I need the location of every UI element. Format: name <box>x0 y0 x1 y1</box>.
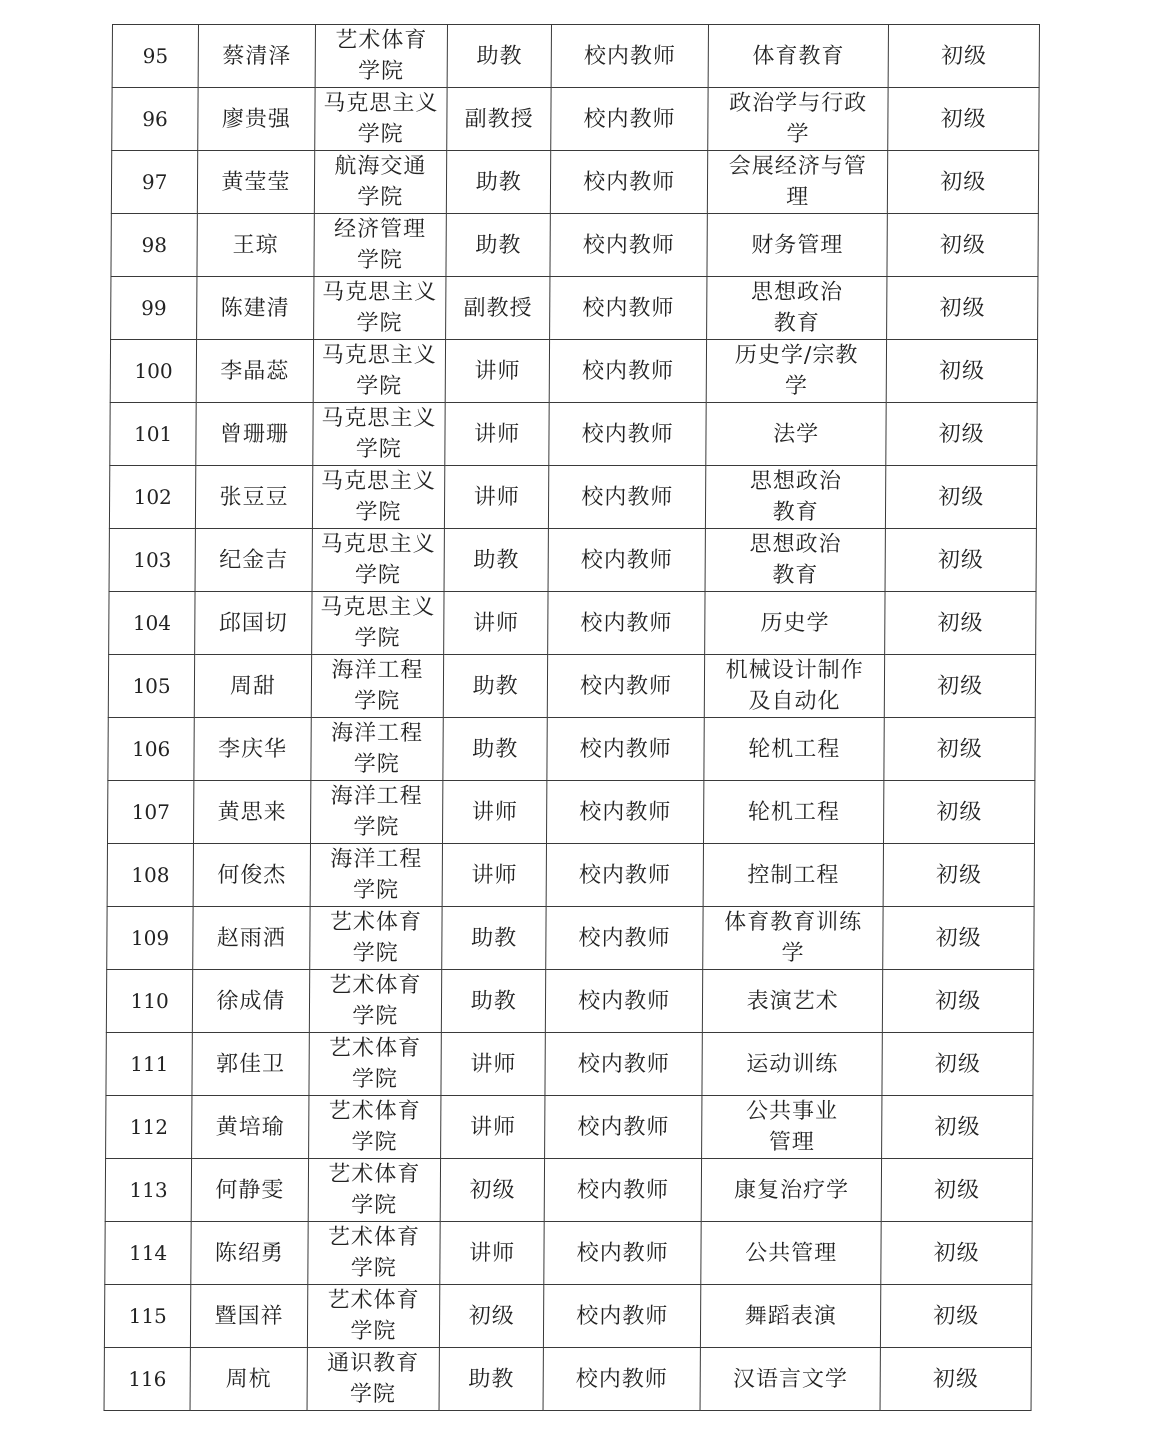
cell-type: 校内教师 <box>544 1285 701 1348</box>
cell-number: 95 <box>112 25 199 88</box>
cell-number: 98 <box>111 214 198 277</box>
cell-level: 初级 <box>881 1285 1032 1348</box>
cell-college: 海洋工程 学院 <box>311 718 444 781</box>
cell-type: 校内教师 <box>546 970 703 1033</box>
cell-number: 96 <box>112 88 199 151</box>
cell-college: 海洋工程 学院 <box>310 781 443 844</box>
cell-major: 公共管理 <box>701 1222 882 1285</box>
cell-type: 校内教师 <box>545 1159 702 1222</box>
table-row <box>111 214 1038 277</box>
cell-type: 校内教师 <box>551 88 708 151</box>
teacher-roster-table <box>104 24 1040 1411</box>
table-row <box>112 25 1039 88</box>
cell-level: 初级 <box>882 1159 1033 1222</box>
cell-number: 97 <box>111 151 198 214</box>
cell-name: 李晶蕊 <box>196 340 313 403</box>
cell-level: 初级 <box>887 277 1038 340</box>
cell-level: 初级 <box>884 718 1035 781</box>
cell-type: 校内教师 <box>543 1348 700 1411</box>
table-row <box>106 1096 1033 1159</box>
cell-type: 校内教师 <box>547 718 704 781</box>
cell-college: 马克思主义学院 <box>313 340 446 403</box>
cell-name: 周杭 <box>190 1348 307 1411</box>
table-row <box>110 403 1037 466</box>
table-row <box>110 340 1037 403</box>
cell-name: 曾珊珊 <box>196 403 313 466</box>
cell-college: 马克思主义学院 <box>311 592 444 655</box>
table-row <box>106 1033 1033 1096</box>
cell-college: 马克思主义学院 <box>312 529 445 592</box>
cell-title: 助教 <box>443 718 548 781</box>
table-body <box>104 25 1039 1411</box>
cell-level: 初级 <box>882 1096 1033 1159</box>
cell-title: 讲师 <box>445 340 550 403</box>
cell-level: 初级 <box>883 970 1034 1033</box>
cell-major: 康复治疗学 <box>701 1159 882 1222</box>
cell-college: 艺术体育 学院 <box>308 1096 441 1159</box>
table-row <box>109 529 1036 592</box>
cell-name: 郭佳卫 <box>192 1033 309 1096</box>
cell-major: 历史学/宗教 学 <box>706 340 887 403</box>
table-row <box>107 907 1034 970</box>
cell-number: 106 <box>108 718 195 781</box>
cell-title: 助教 <box>447 25 552 88</box>
cell-major: 思想政治 教育 <box>705 529 886 592</box>
cell-type: 校内教师 <box>548 655 705 718</box>
cell-college: 马克思主义学院 <box>313 277 446 340</box>
cell-number: 111 <box>106 1033 193 1096</box>
cell-major: 轮机工程 <box>703 781 884 844</box>
cell-major: 运动训练 <box>702 1033 883 1096</box>
cell-type: 校内教师 <box>546 844 703 907</box>
cell-major: 会展经济与管 理 <box>707 151 888 214</box>
cell-major: 轮机工程 <box>704 718 885 781</box>
cell-title: 讲师 <box>441 1096 546 1159</box>
table-row <box>108 718 1035 781</box>
cell-name: 黄培瑜 <box>192 1096 309 1159</box>
cell-major: 思想政治 教育 <box>706 277 887 340</box>
cell-major: 历史学 <box>705 592 886 655</box>
cell-type: 校内教师 <box>550 277 707 340</box>
table-row <box>105 1222 1032 1285</box>
cell-number: 113 <box>105 1159 192 1222</box>
cell-number: 110 <box>106 970 193 1033</box>
cell-college: 海洋工程 学院 <box>310 844 443 907</box>
cell-type: 校内教师 <box>550 340 707 403</box>
cell-level: 初级 <box>886 466 1037 529</box>
cell-major: 舞蹈表演 <box>700 1285 881 1348</box>
cell-title: 助教 <box>442 907 547 970</box>
cell-college: 艺术体育 学院 <box>309 1033 442 1096</box>
cell-major: 财务管理 <box>707 214 888 277</box>
cell-number: 112 <box>106 1096 193 1159</box>
cell-type: 校内教师 <box>551 151 708 214</box>
cell-title: 讲师 <box>444 592 549 655</box>
cell-number: 102 <box>109 466 196 529</box>
cell-major: 体育教育训练 学 <box>703 907 884 970</box>
cell-name: 何静雯 <box>191 1159 308 1222</box>
cell-type: 校内教师 <box>547 781 704 844</box>
cell-title: 初级 <box>440 1159 545 1222</box>
cell-name: 何俊杰 <box>193 844 310 907</box>
cell-major: 体育教育 <box>708 25 889 88</box>
cell-name: 纪金吉 <box>195 529 312 592</box>
cell-level: 初级 <box>887 214 1038 277</box>
cell-number: 103 <box>109 529 196 592</box>
cell-college: 艺术体育 学院 <box>309 970 442 1033</box>
cell-number: 115 <box>104 1285 191 1348</box>
cell-type: 校内教师 <box>550 214 707 277</box>
cell-name: 廖贵强 <box>198 88 315 151</box>
table-row <box>104 1285 1031 1348</box>
cell-number: 107 <box>107 781 194 844</box>
cell-title: 讲师 <box>444 466 549 529</box>
cell-type: 校内教师 <box>548 592 705 655</box>
cell-college: 马克思主义学院 <box>312 466 445 529</box>
cell-number: 108 <box>107 844 194 907</box>
cell-college: 艺术体育 学院 <box>309 907 442 970</box>
table-row <box>108 655 1035 718</box>
cell-college: 艺术体育 学院 <box>307 1222 440 1285</box>
cell-title: 讲师 <box>445 403 550 466</box>
cell-level: 初级 <box>885 592 1036 655</box>
cell-major: 政治学与行政 学 <box>708 88 889 151</box>
document-page <box>103 24 1040 1422</box>
cell-name: 王琼 <box>197 214 314 277</box>
cell-title: 讲师 <box>442 844 547 907</box>
table-row <box>111 151 1038 214</box>
cell-title: 助教 <box>443 655 548 718</box>
cell-level: 初级 <box>882 1033 1033 1096</box>
table-row <box>105 1159 1032 1222</box>
cell-level: 初级 <box>886 403 1037 466</box>
cell-number: 100 <box>110 340 197 403</box>
table-row <box>104 1348 1031 1411</box>
cell-major: 表演艺术 <box>702 970 883 1033</box>
cell-title: 助教 <box>444 529 549 592</box>
cell-college: 艺术体育 学院 <box>307 1285 440 1348</box>
cell-name: 李庆华 <box>194 718 311 781</box>
cell-college: 通识教育 学院 <box>307 1348 440 1411</box>
cell-number: 101 <box>110 403 197 466</box>
cell-type: 校内教师 <box>548 529 705 592</box>
cell-number: 116 <box>104 1348 191 1411</box>
cell-number: 104 <box>109 592 196 655</box>
cell-level: 初级 <box>884 781 1035 844</box>
cell-college: 马克思主义学院 <box>312 403 445 466</box>
table-row <box>109 466 1036 529</box>
cell-major: 法学 <box>706 403 887 466</box>
cell-name: 暨国祥 <box>191 1285 308 1348</box>
cell-major: 公共事业 管理 <box>701 1096 882 1159</box>
table-row <box>111 277 1038 340</box>
table-row <box>109 592 1036 655</box>
cell-name: 黄莹莹 <box>198 151 315 214</box>
cell-level: 初级 <box>884 844 1035 907</box>
cell-number: 109 <box>107 907 194 970</box>
cell-title: 讲师 <box>441 1033 546 1096</box>
cell-college: 航海交通 学院 <box>314 151 447 214</box>
cell-major: 思想政治 教育 <box>705 466 886 529</box>
cell-name: 张豆豆 <box>196 466 313 529</box>
cell-type: 校内教师 <box>545 1033 702 1096</box>
cell-college: 艺术体育 学院 <box>315 25 448 88</box>
cell-level: 初级 <box>880 1348 1031 1411</box>
table-row <box>107 844 1034 907</box>
cell-level: 初级 <box>888 151 1039 214</box>
cell-title: 初级 <box>439 1285 544 1348</box>
cell-type: 校内教师 <box>546 907 703 970</box>
cell-college: 海洋工程 学院 <box>311 655 444 718</box>
table-row <box>107 781 1034 844</box>
cell-type: 校内教师 <box>545 1096 702 1159</box>
cell-name: 徐成倩 <box>193 970 310 1033</box>
cell-name: 周甜 <box>195 655 312 718</box>
table-row <box>112 88 1039 151</box>
cell-level: 初级 <box>887 340 1038 403</box>
cell-level: 初级 <box>881 1222 1032 1285</box>
cell-type: 校内教师 <box>549 466 706 529</box>
cell-type: 校内教师 <box>544 1222 701 1285</box>
cell-level: 初级 <box>889 25 1040 88</box>
cell-title: 助教 <box>446 151 551 214</box>
cell-title: 讲师 <box>440 1222 545 1285</box>
cell-name: 赵雨洒 <box>193 907 310 970</box>
cell-level: 初级 <box>888 88 1039 151</box>
cell-title: 副教授 <box>446 277 551 340</box>
cell-name: 陈绍勇 <box>191 1222 308 1285</box>
cell-college: 艺术体育 学院 <box>308 1159 441 1222</box>
cell-major: 机械设计制作 及自动化 <box>704 655 885 718</box>
cell-title: 讲师 <box>443 781 548 844</box>
cell-level: 初级 <box>885 655 1036 718</box>
cell-title: 副教授 <box>447 88 552 151</box>
cell-level: 初级 <box>883 907 1034 970</box>
cell-title: 助教 <box>446 214 551 277</box>
cell-number: 105 <box>108 655 195 718</box>
cell-name: 陈建清 <box>197 277 314 340</box>
cell-title: 助教 <box>441 970 546 1033</box>
cell-type: 校内教师 <box>549 403 706 466</box>
cell-type: 校内教师 <box>552 25 709 88</box>
cell-major: 控制工程 <box>703 844 884 907</box>
cell-college: 经济管理 学院 <box>314 214 447 277</box>
table-row <box>106 970 1033 1033</box>
cell-major: 汉语言文学 <box>700 1348 881 1411</box>
cell-name: 黄思来 <box>194 781 311 844</box>
cell-college: 马克思主义学院 <box>314 88 447 151</box>
cell-level: 初级 <box>886 529 1037 592</box>
cell-name: 蔡清泽 <box>198 25 315 88</box>
cell-name: 邱国切 <box>195 592 312 655</box>
cell-number: 99 <box>111 277 198 340</box>
cell-title: 助教 <box>439 1348 544 1411</box>
cell-number: 114 <box>105 1222 192 1285</box>
